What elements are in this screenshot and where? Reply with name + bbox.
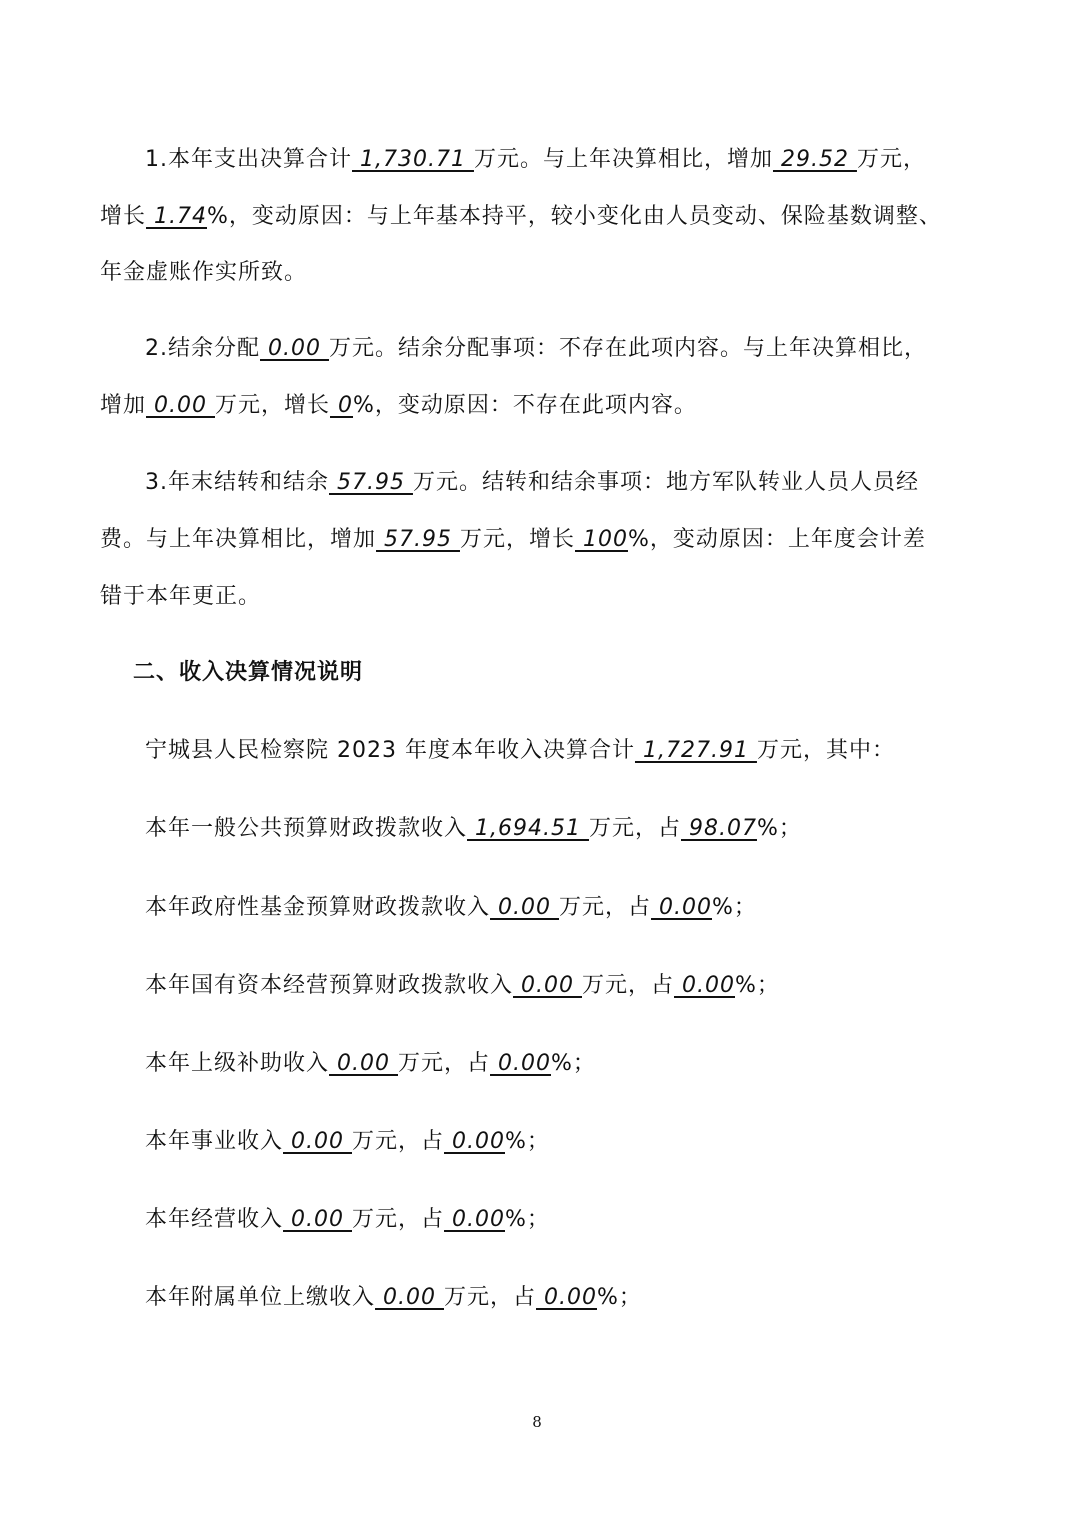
text: %； xyxy=(597,1285,642,1310)
text: 3.年末结转和结余 xyxy=(145,470,329,495)
page-number: 8 xyxy=(532,1413,542,1431)
surplus-growth-value: 0 xyxy=(330,393,354,418)
carryover-growth-line xyxy=(100,525,926,555)
section-heading: 二、收入决算情况说明 xyxy=(133,660,364,685)
text: %； xyxy=(756,816,802,841)
carryover-reason-line xyxy=(100,582,261,612)
text: %； xyxy=(505,1207,550,1232)
surplus-allocation-value: 0.00 xyxy=(260,336,329,361)
text: 万元，增长 xyxy=(215,393,331,418)
expense-increase-value: 29.52 xyxy=(772,147,857,172)
text: 万元，其中： xyxy=(756,738,895,763)
text: 万元，占 xyxy=(352,1207,445,1232)
income-item-amount: 0.00 xyxy=(283,1207,352,1232)
income-item-share: 0.00 xyxy=(444,1129,505,1154)
income-item xyxy=(145,893,757,923)
carryover-value: 57.95 xyxy=(329,470,413,495)
expense-growth-line xyxy=(100,202,942,232)
text: 万元，占 xyxy=(398,1051,491,1076)
text: %，变动原因：与上年基本持平，较小变化由人员变动、保险基数调整、 xyxy=(207,204,942,229)
text: 宁城县人民检察院 2023 年度本年收入决算合计 xyxy=(145,738,635,763)
surplus-increase-value: 0.00 xyxy=(146,393,215,418)
text: %； xyxy=(712,895,757,920)
income-item-label: 本年一般公共预算财政拨款收入 xyxy=(145,816,468,841)
text: 万元， xyxy=(856,147,926,172)
income-total-line xyxy=(145,736,895,766)
text: 万元。与上年决算相比，增加 xyxy=(473,147,773,172)
income-item-amount: 0.00 xyxy=(283,1129,352,1154)
income-item xyxy=(145,1049,596,1079)
income-item-amount: 0.00 xyxy=(513,973,582,998)
income-item-label: 本年附属单位上缴收入 xyxy=(145,1285,376,1310)
income-item-share: 0.00 xyxy=(651,895,712,920)
income-item-amount: 0.00 xyxy=(375,1285,444,1310)
expense-growth-value: 1.74 xyxy=(146,204,207,229)
income-item xyxy=(145,1283,642,1313)
text: 费。与上年决算相比，增加 xyxy=(100,527,377,552)
income-item-share: 0.00 xyxy=(536,1285,597,1310)
income-item-amount: 1,694.51 xyxy=(467,816,589,841)
income-item-share: 0.00 xyxy=(490,1051,551,1076)
text: 万元。结余分配事项：不存在此项内容。与上年决算相比， xyxy=(328,336,927,361)
surplus-allocation-line xyxy=(145,334,927,364)
carryover-increase-value: 57.95 xyxy=(376,527,460,552)
income-total-value: 1,727.91 xyxy=(634,738,757,763)
income-item xyxy=(145,1127,550,1157)
income-item xyxy=(145,814,802,844)
income-item-share: 0.00 xyxy=(674,973,735,998)
income-item-label: 本年政府性基金预算财政拨款收入 xyxy=(145,895,491,920)
expense-reason-line xyxy=(100,258,307,288)
carryover-growth-value: 100 xyxy=(575,527,628,552)
expense-total-line xyxy=(145,145,926,175)
text: 万元，占 xyxy=(444,1285,537,1310)
text: %，变动原因：上年度会计差 xyxy=(627,527,926,552)
text: 万元，占 xyxy=(588,816,681,841)
text: 万元。结转和结余事项：地方军队转业人员人员经 xyxy=(412,470,919,495)
text: 万元，占 xyxy=(352,1129,445,1154)
income-item-amount: 0.00 xyxy=(329,1051,398,1076)
surplus-growth-line xyxy=(100,391,697,421)
text: 错于本年更正。 xyxy=(100,584,262,609)
text: 增加 xyxy=(100,393,147,418)
income-item-amount: 0.00 xyxy=(490,895,559,920)
text: 万元，占 xyxy=(559,895,652,920)
income-item-share: 0.00 xyxy=(444,1207,505,1232)
income-item xyxy=(145,971,780,1001)
text: 2.结余分配 xyxy=(145,336,260,361)
text: %； xyxy=(735,973,780,998)
text: 万元，增长 xyxy=(459,527,575,552)
carryover-line xyxy=(145,468,919,498)
expense-total-value: 1,730.71 xyxy=(352,147,474,172)
income-item-label: 本年上级补助收入 xyxy=(145,1051,330,1076)
text: 1.本年支出决算合计 xyxy=(145,147,352,172)
text: %； xyxy=(551,1051,596,1076)
income-item-label: 本年事业收入 xyxy=(145,1129,284,1154)
income-item-label: 本年经营收入 xyxy=(145,1207,284,1232)
income-item xyxy=(145,1205,550,1235)
text: %； xyxy=(505,1129,550,1154)
income-item-label: 本年国有资本经营预算财政拨款收入 xyxy=(145,973,514,998)
text: 增长 xyxy=(100,204,147,229)
text: %，变动原因：不存在此项内容。 xyxy=(353,393,697,418)
income-item-share: 98.07 xyxy=(681,816,757,841)
text: 万元，占 xyxy=(582,973,675,998)
text: 年金虚账作实所致。 xyxy=(100,260,308,285)
